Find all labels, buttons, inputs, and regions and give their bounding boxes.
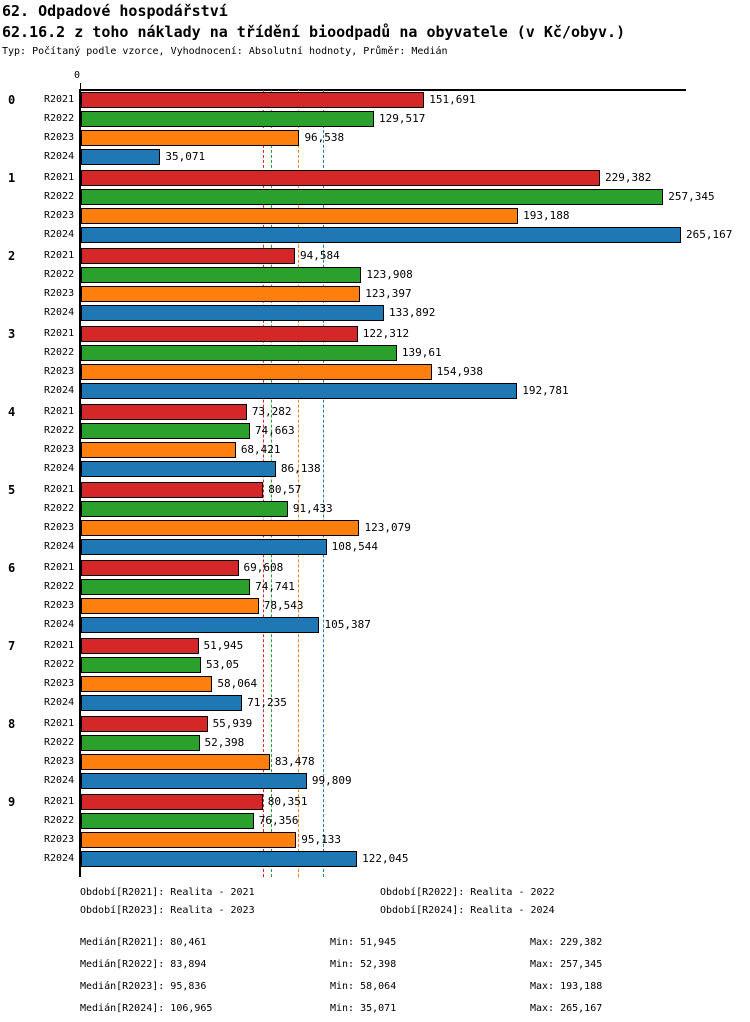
- bar-r2024: [81, 461, 276, 477]
- bar-value-label: 35,071: [165, 150, 206, 163]
- bar-row: [0, 694, 750, 713]
- bar-value-label: 99,809: [311, 774, 352, 787]
- bar-value-label: 108,544: [331, 540, 378, 553]
- series-label-r2021: R2021: [44, 718, 75, 729]
- bar-row: [0, 519, 750, 538]
- bar-row: [0, 734, 750, 753]
- bar-row: [0, 247, 750, 266]
- legend-item-r2023: Období[R2023]: Realita - 2023: [80, 905, 255, 916]
- bar-row: [0, 129, 750, 148]
- stat-median-r2023: Medián[R2023]: 95,836: [80, 981, 207, 992]
- bar-r2024: [81, 617, 319, 633]
- bar-row: [0, 325, 750, 344]
- series-label-r2024: R2024: [44, 853, 75, 864]
- bar-value-label: 74,663: [254, 424, 295, 437]
- bar-row: [0, 715, 750, 734]
- series-label-r2022: R2022: [44, 503, 75, 514]
- chart-group-9: [0, 793, 750, 871]
- chart-group-6: [0, 559, 750, 637]
- group-label: 4: [8, 405, 16, 419]
- group-label: 8: [8, 717, 16, 731]
- bar-r2023: [81, 832, 296, 848]
- series-label-r2023: R2023: [44, 834, 75, 845]
- bar-r2023: [81, 676, 212, 692]
- bar-r2021: [81, 716, 208, 732]
- bar-value-label: 86,138: [280, 462, 321, 475]
- bar-r2024: [81, 383, 517, 399]
- bar-r2023: [81, 286, 360, 302]
- bar-r2024: [81, 773, 307, 789]
- bar-row: [0, 850, 750, 869]
- bar-r2022: [81, 657, 201, 673]
- bar-r2021: [81, 326, 358, 342]
- bar-r2023: [81, 130, 299, 146]
- group-label: 1: [8, 171, 16, 185]
- bar-value-label: 105,387: [324, 618, 371, 631]
- chart-group-4: [0, 403, 750, 481]
- legend-item-r2024: Období[R2024]: Realita - 2024: [380, 905, 555, 916]
- bar-row: [0, 188, 750, 207]
- stat-median-r2021: Medián[R2021]: 80,461: [80, 937, 207, 948]
- series-label-r2021: R2021: [44, 94, 75, 105]
- chart-group-5: [0, 481, 750, 559]
- bar-r2021: [81, 638, 199, 654]
- series-label-r2022: R2022: [44, 113, 75, 124]
- bar-value-label: 123,079: [364, 521, 411, 534]
- series-label-r2022: R2022: [44, 581, 75, 592]
- bar-value-label: 52,398: [204, 736, 245, 749]
- bar-r2021: [81, 404, 247, 420]
- bar-row: [0, 772, 750, 791]
- series-label-r2022: R2022: [44, 269, 75, 280]
- bar-r2023: [81, 208, 518, 224]
- bar-row: [0, 500, 750, 519]
- series-label-r2024: R2024: [44, 463, 75, 474]
- bar-value-label: 95,133: [301, 833, 341, 846]
- series-label-r2024: R2024: [44, 151, 75, 162]
- bar-row: [0, 831, 750, 850]
- bar-value-label: 68,421: [240, 443, 281, 456]
- group-label: 3: [8, 327, 16, 341]
- series-label-r2022: R2022: [44, 347, 75, 358]
- bar-r2021: [81, 248, 295, 264]
- stat-max-r2021: Max: 229,382: [530, 937, 603, 948]
- bar-row: [0, 616, 750, 635]
- legend-item-r2022: Období[R2022]: Realita - 2022: [380, 887, 555, 898]
- bar-row: [0, 304, 750, 323]
- series-label-r2022: R2022: [44, 737, 75, 748]
- bar-r2024: [81, 539, 327, 555]
- series-label-r2023: R2023: [44, 678, 75, 689]
- bar-r2023: [81, 364, 432, 380]
- bar-r2022: [81, 189, 663, 205]
- bar-value-label: 192,781: [522, 384, 569, 397]
- bar-row: [0, 481, 750, 500]
- series-label-r2021: R2021: [44, 328, 75, 339]
- bar-r2022: [81, 813, 254, 829]
- series-label-r2023: R2023: [44, 288, 75, 299]
- series-label-r2023: R2023: [44, 756, 75, 767]
- series-label-r2021: R2021: [44, 406, 75, 417]
- bar-row: [0, 148, 750, 167]
- origin-tick-label: 0: [74, 70, 81, 81]
- bar-r2022: [81, 423, 250, 439]
- bar-r2023: [81, 520, 359, 536]
- series-label-r2022: R2022: [44, 815, 75, 826]
- series-label-r2022: R2022: [44, 425, 75, 436]
- bar-r2022: [81, 501, 288, 517]
- bar-row: [0, 753, 750, 772]
- bar-r2023: [81, 442, 236, 458]
- bar-row: [0, 441, 750, 460]
- bar-value-label: 71,235: [247, 696, 287, 709]
- stats-row: [0, 1003, 750, 1017]
- bar-value-label: 133,892: [388, 306, 436, 319]
- bar-row: [0, 538, 750, 557]
- bar-row: [0, 637, 750, 656]
- chart-group-1: [0, 169, 750, 247]
- bar-value-label: 151,691: [429, 93, 476, 106]
- stat-min-r2024: Min: 35,071: [330, 1003, 397, 1014]
- series-label-r2024: R2024: [44, 541, 75, 552]
- bar-row: [0, 169, 750, 188]
- bar-r2022: [81, 345, 397, 361]
- bar-value-label: 122,312: [362, 327, 410, 340]
- series-label-r2021: R2021: [44, 250, 75, 261]
- series-label-r2024: R2024: [44, 697, 75, 708]
- bar-value-label: 78,543: [263, 599, 304, 612]
- series-label-r2023: R2023: [44, 600, 75, 611]
- bar-row: [0, 363, 750, 382]
- series-label-r2024: R2024: [44, 775, 75, 786]
- bar-r2022: [81, 579, 250, 595]
- bar-r2024: [81, 305, 384, 321]
- bar-value-label: 123,397: [365, 287, 412, 300]
- bar-row: [0, 403, 750, 422]
- stat-min-r2023: Min: 58,064: [330, 981, 397, 992]
- bar-value-label: 94,584: [300, 249, 340, 262]
- stats-row: [0, 981, 750, 995]
- bar-r2024: [81, 227, 681, 243]
- series-label-r2023: R2023: [44, 210, 75, 221]
- bar-value-label: 193,188: [523, 209, 570, 222]
- bar-r2021: [81, 560, 239, 576]
- bar-row: [0, 422, 750, 441]
- bar-row: [0, 266, 750, 285]
- bar-row: [0, 578, 750, 597]
- group-label: 7: [8, 639, 16, 653]
- bar-value-label: 96,538: [304, 131, 345, 144]
- stat-max-r2024: Max: 265,167: [530, 1003, 603, 1014]
- series-label-r2021: R2021: [44, 562, 75, 573]
- bar-value-label: 122,045: [362, 852, 409, 865]
- bar-value-label: 229,382: [605, 171, 652, 184]
- group-label: 6: [8, 561, 16, 575]
- series-label-r2021: R2021: [44, 484, 75, 495]
- series-label-r2023: R2023: [44, 522, 75, 533]
- stat-max-r2023: Max: 193,188: [530, 981, 603, 992]
- page-title: 62. Odpadové hospodářství: [2, 2, 228, 20]
- bar-r2021: [81, 92, 424, 108]
- legend-item-r2021: Období[R2021]: Realita - 2021: [80, 887, 255, 898]
- bar-value-label: 80,351: [267, 795, 308, 808]
- stat-median-r2024: Medián[R2024]: 106,965: [80, 1003, 213, 1014]
- bar-r2021: [81, 170, 600, 186]
- bar-value-label: 55,939: [212, 717, 253, 730]
- bar-row: [0, 656, 750, 675]
- bar-row: [0, 207, 750, 226]
- series-label-r2024: R2024: [44, 619, 75, 630]
- bar-value-label: 123,908: [366, 268, 413, 281]
- bar-r2021: [81, 482, 263, 498]
- bar-value-label: 74,741: [255, 580, 295, 593]
- series-label-r2022: R2022: [44, 659, 75, 670]
- chart-meta-info: Typ: Počítaný podle vzorce, Vyhodnocení: Absolutní hodnoty, Průměr: Medián: [2, 46, 448, 57]
- bar-r2021: [81, 794, 263, 810]
- bar-row: [0, 91, 750, 110]
- series-label-r2021: R2021: [44, 172, 75, 183]
- stats-row: [0, 937, 750, 951]
- bar-row: [0, 285, 750, 304]
- bar-value-label: 257,345: [668, 190, 715, 203]
- bar-value-label: 69,608: [243, 561, 284, 574]
- chart-group-7: [0, 637, 750, 715]
- series-label-r2022: R2022: [44, 191, 75, 202]
- bar-row: [0, 812, 750, 831]
- series-label-r2023: R2023: [44, 366, 75, 377]
- series-label-r2023: R2023: [44, 444, 75, 455]
- series-label-r2023: R2023: [44, 132, 75, 143]
- bar-row: [0, 675, 750, 694]
- bar-r2023: [81, 598, 259, 614]
- bar-value-label: 76,356: [258, 814, 299, 827]
- bar-r2023: [81, 754, 270, 770]
- bar-r2024: [81, 695, 242, 711]
- bar-r2022: [81, 111, 374, 127]
- stats-row: [0, 959, 750, 973]
- stat-max-r2022: Max: 257,345: [530, 959, 603, 970]
- bar-row: [0, 597, 750, 616]
- series-label-r2024: R2024: [44, 229, 75, 240]
- bar-value-label: 58,064: [217, 677, 258, 690]
- bar-value-label: 129,517: [379, 112, 426, 125]
- series-label-r2021: R2021: [44, 640, 75, 651]
- chart-group-8: [0, 715, 750, 793]
- chart-group-3: [0, 325, 750, 403]
- bar-value-label: 154,938: [436, 365, 483, 378]
- bar-row: [0, 344, 750, 363]
- bar-row: [0, 226, 750, 245]
- bar-value-label: 265,167: [686, 228, 733, 241]
- bar-r2024: [81, 149, 160, 165]
- bar-r2022: [81, 267, 361, 283]
- series-label-r2021: R2021: [44, 796, 75, 807]
- bar-value-label: 80,57: [268, 483, 302, 496]
- bar-value-label: 51,945: [203, 639, 244, 652]
- bar-value-label: 73,282: [251, 405, 292, 418]
- group-label: 2: [8, 249, 16, 263]
- bar-row: [0, 559, 750, 578]
- group-label: 0: [8, 93, 16, 107]
- bar-row: [0, 793, 750, 812]
- bar-row: [0, 382, 750, 401]
- group-label: 9: [8, 795, 16, 809]
- chart-group-0: [0, 91, 750, 169]
- bar-r2024: [81, 851, 357, 867]
- origin-tick: [80, 83, 81, 90]
- bar-row: [0, 460, 750, 479]
- bar-r2022: [81, 735, 200, 751]
- stat-min-r2022: Min: 52,398: [330, 959, 397, 970]
- stat-min-r2021: Min: 51,945: [330, 937, 397, 948]
- bar-value-label: 83,478: [274, 755, 315, 768]
- bar-value-label: 53,05: [206, 658, 240, 671]
- bar-value-label: 91,433: [292, 502, 333, 515]
- chart-group-2: [0, 247, 750, 325]
- bar-row: [0, 110, 750, 129]
- series-label-r2024: R2024: [44, 307, 75, 318]
- bar-value-label: 139,61: [401, 346, 442, 359]
- series-label-r2024: R2024: [44, 385, 75, 396]
- group-label: 5: [8, 483, 16, 497]
- chart-subtitle: 62.16.2 z toho náklady na třídění bioodpadů na obyvatele (v Kč/obyv.): [2, 23, 626, 41]
- stat-median-r2022: Medián[R2022]: 83,894: [80, 959, 207, 970]
